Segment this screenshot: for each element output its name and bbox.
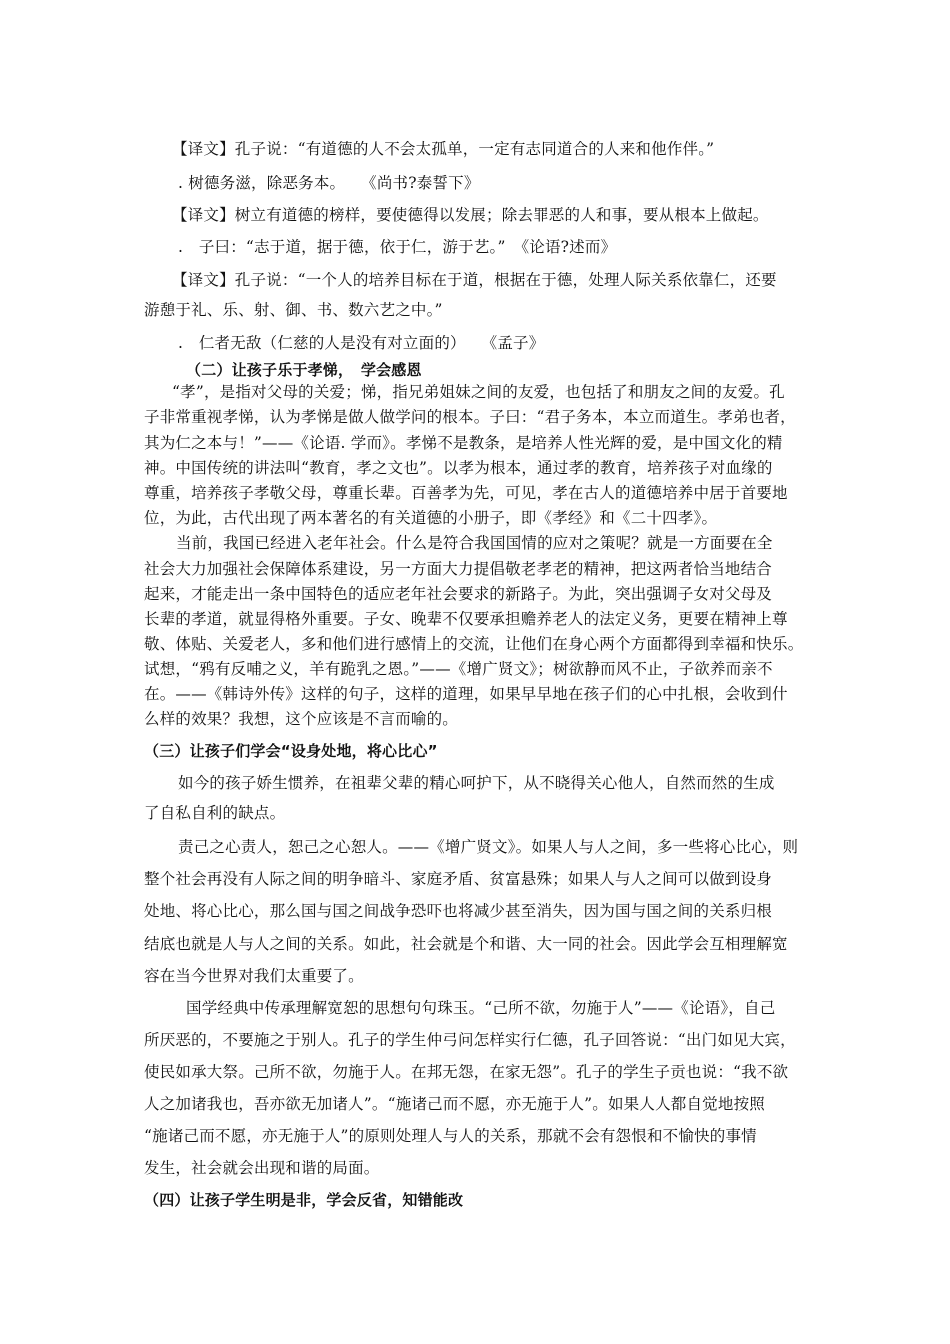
text-line: . 子曰：“志于道，据于德，依于仁，游于艺。” 《论语?述而》: [178, 238, 617, 256]
section-heading: （二）让孩子乐于孝悌， 学会感恩: [186, 361, 422, 379]
text-line: 容在当今世界对我们太重要了。: [144, 967, 364, 985]
text-line: 尊重，培养孩子孝敬父母，尊重长辈。百善孝为先，可见，孝在古人的道德培养中居于首要地: [144, 484, 788, 502]
text-line: 所厌恶的，不要施之于别人。孔子的学生仲弓问怎样实行仁德，孔子回答说：“出门如见大宾，: [144, 1031, 796, 1049]
text-line: . 仁者无敌（仁慈的人是没有对立面的） 《孟子》: [178, 334, 545, 352]
text-line: . 树德务滋，除恶务本。 《尚书?泰誓下》: [178, 174, 480, 192]
text-line: 处地、将心比心，那么国与国之间战争恐吓也将减少甚至消失，因为国与国之间的关系归根: [144, 902, 773, 920]
text-line: 责己之心责人，恕己之心恕人。——《增广贤文》。如果人与人之间，多一些将心比心，则: [178, 838, 799, 856]
text-line: 试想，“鸦有反哺之义，羊有跪乳之恩。”——《增广贤文》；树欲静而风不止，子欲养而亲不: [144, 660, 773, 678]
text-line: 当前，我国已经进入老年社会。什么是符合我国国情的应对之策呢？就是一方面要在全: [176, 534, 773, 552]
section-heading: （四）让孩子学生明是非，学会反省，知错能改: [144, 1191, 464, 1209]
text-line: 如今的孩子娇生惯养，在祖辈父辈的精心呵护下，从不晓得关心他人，自然而然的生成: [178, 774, 775, 792]
text-line: 子非常重视孝悌，认为孝悌是做人做学问的根本。子曰：“君子务本，本立而道生。孝弟也者，: [144, 408, 796, 426]
text-line: “施诸己而不愿，亦无施于人”的原则处理人与人的关系，那就不会有怨恨和不愉快的事情: [144, 1127, 757, 1145]
text-line: 敬、体贴、关爱老人，多和他们进行感情上的交流，让他们在身心两个方面都得到幸福和快乐。: [144, 635, 804, 653]
text-line: 长辈的孝道，就显得格外重要。子女、晚辈不仅要承担赡养老人的法定义务，更要在精神上尊: [144, 610, 788, 628]
text-line: “孝”，是指对父母的关爱；悌，指兄弟姐妹之间的友爱，也包括了和朋友之间的友爱。孔: [172, 383, 785, 401]
text-line: 其为仁之本与！”——《论语. 学而》。孝悌不是教条，是培养人性光辉的爱，是中国文化的精: [144, 434, 783, 452]
text-line: 位，为此，古代出现了两本著名的有关道德的小册子，即《孝经》和《二十四孝》。: [144, 509, 718, 527]
text-line: 【译文】树立有道德的榜样，要使德得以发展；除去罪恶的人和事，要从根本上做起。: [172, 206, 769, 224]
text-line: 么样的效果？我想，这个应该是不言而喻的。: [144, 710, 459, 728]
text-line: 起来，才能走出一条中国特色的适应老年社会要求的新路子。为此，突出强调子女对父母及: [144, 585, 773, 603]
text-line: 了自私自利的缺点。: [144, 804, 286, 822]
text-line: 发生，社会就会出现和谐的局面。: [144, 1159, 380, 1177]
text-line: 整个社会再没有人际之间的明争暗斗、家庭矛盾、贫富悬殊；如果人与人之间可以做到设身: [144, 870, 773, 888]
text-line: 使民如承大祭。己所不欲，勿施于人。在邦无怨，在家无怨”。孔子的学生子贡也说：“我不欲: [144, 1063, 789, 1081]
section-heading: （三）让孩子们学会“设身处地，将心比心”: [144, 742, 438, 760]
text-line: 在。——《韩诗外传》这样的句子，这样的道理，如果早早地在孩子们的心中扎根，会收到什: [144, 685, 788, 703]
text-line: 【译文】孔子说：“一个人的培养目标在于道，根据在于德，处理人际关系依靠仁，还要: [172, 271, 777, 289]
text-line: 社会大力加强社会保障体系建设，另一方面大力提倡敬老孝老的精神，把这两者恰当地结合: [144, 560, 773, 578]
text-line: 结底也就是人与人之间的关系。如此，社会就是个和谐、大一同的社会。因此学会互相理解宽: [144, 935, 788, 953]
text-line: 游憩于礼、乐、射、御、书、数六艺之中。”: [144, 301, 443, 319]
text-line: 人之加诸我也，吾亦欲无加诸人”。“施诸己而不愿，亦无施于人”。如果人人都自觉地按照: [144, 1095, 765, 1113]
text-line: 神。中国传统的讲法叫“教育，孝之文也”。以孝为根本，通过孝的教育，培养孩子对血缘的: [144, 459, 773, 477]
text-line: 【译文】孔子说：“有道德的人不会太孤单，一定有志同道合的人来和他作伴。”: [172, 140, 715, 158]
text-line: 国学经典中传承理解宽恕的思想句句珠玉。“己所不欲，勿施于人”——《论语》，自己: [186, 999, 776, 1017]
